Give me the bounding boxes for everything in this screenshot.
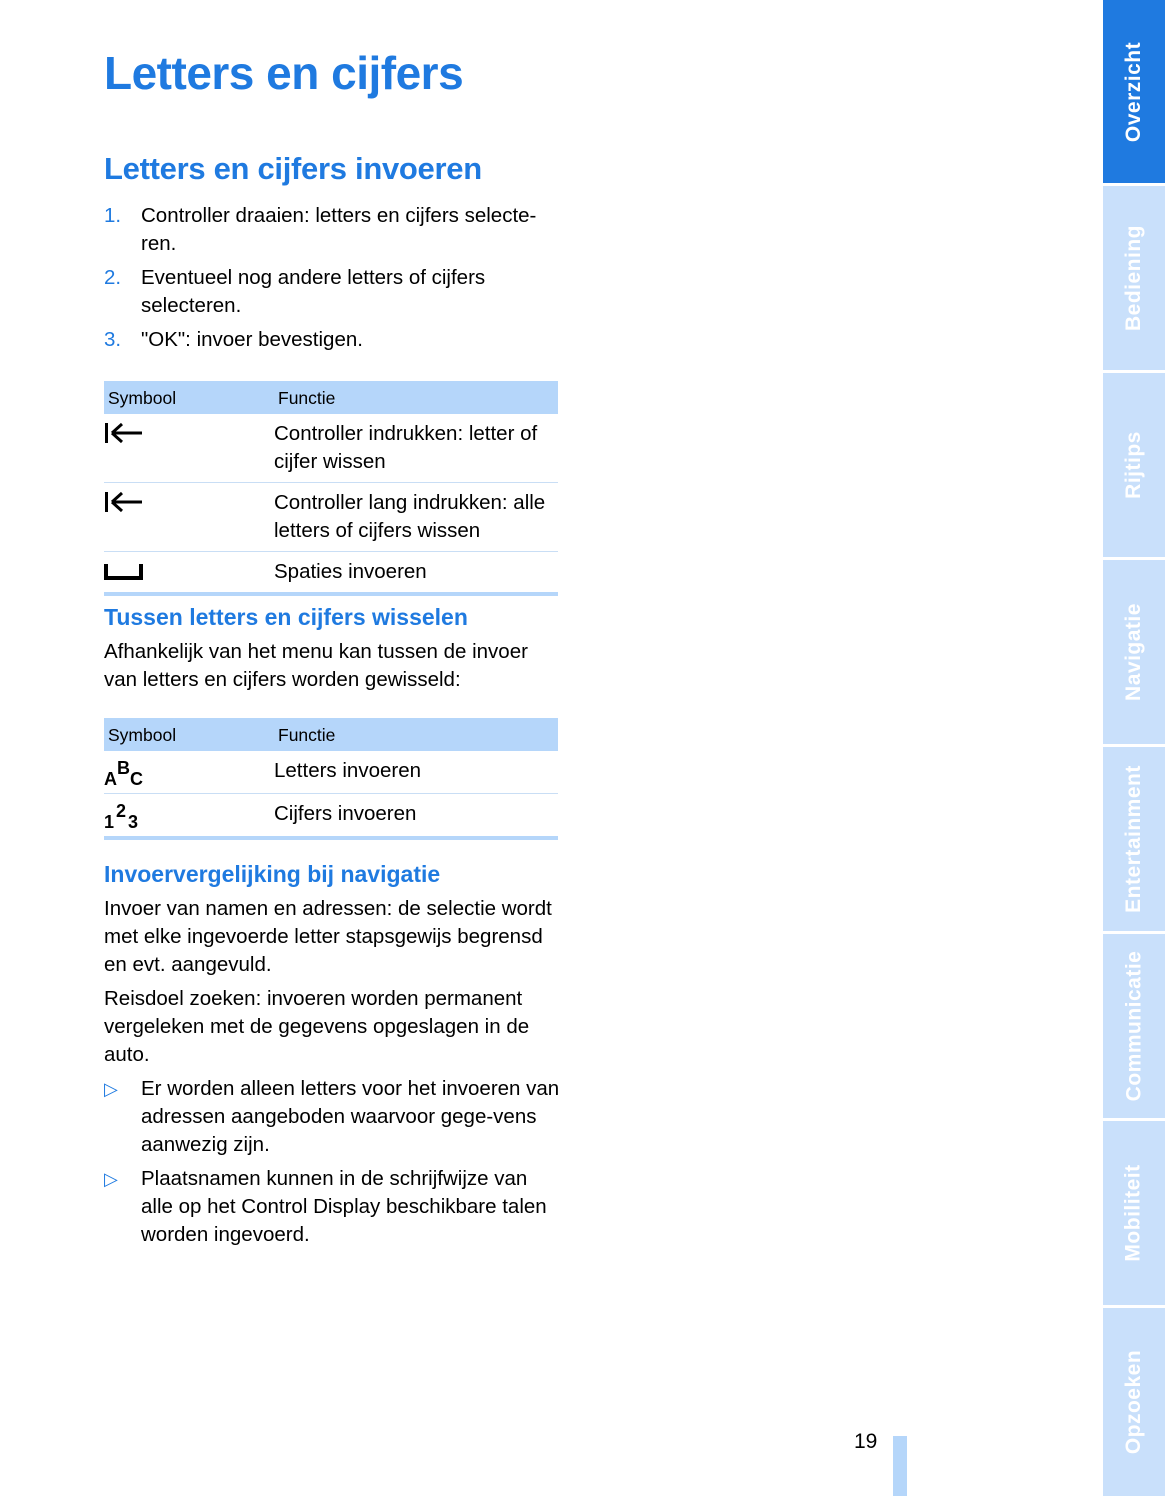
row-function-text: Controller lang indrukken: alle letters of cijfers wissen: [274, 483, 558, 552]
svg-text:2: 2: [116, 801, 127, 821]
svg-text:3: 3: [128, 812, 139, 830]
page-marker-bar: [893, 1436, 907, 1496]
tab-mobiliteit[interactable]: [1103, 1121, 1165, 1305]
row-function-text: Cijfers invoeren: [274, 794, 558, 839]
tab-rijtips[interactable]: [1103, 373, 1165, 557]
step-number: 1.: [104, 204, 122, 227]
symbol-table-delete: [104, 381, 558, 596]
tab-opzoeken[interactable]: [1103, 1308, 1165, 1496]
bullet-text: Plaatsnamen kunnen in de schrijfwijze van alle op het Control Display beschikbare talen worden ingevoerd.: [141, 1167, 547, 1246]
triangle-bullet-icon: ▷: [104, 1079, 118, 1099]
tab-label: Bediening: [1122, 224, 1146, 332]
header-function: Functie: [274, 381, 558, 414]
step-text: "OK": invoer bevestigen.: [141, 328, 363, 351]
tab-label: Opzoeken: [1122, 1349, 1146, 1455]
page-title: Letters en cijfers: [104, 47, 464, 99]
switch-section-title: Tussen letters en cijfers wisselen: [104, 604, 468, 630]
tab-label: Entertainment: [1122, 765, 1145, 913]
header-symbol: Symbool: [104, 718, 274, 751]
nav-para-1: Invoer van namen en adressen: de selectie wordt met elke ingevoerde letter stapsgewijs begrensd en evt. aangevuld.: [104, 897, 552, 976]
tab-label: Communicatie: [1122, 950, 1146, 1102]
step-text: Eventueel nog andere letters of cijfers selecteren.: [141, 266, 486, 317]
tab-label: Navigatie: [1122, 603, 1145, 701]
tab-label: Mobiliteit: [1122, 1164, 1145, 1262]
tab-label: Overzicht: [1122, 41, 1146, 142]
svg-text:1: 1: [104, 812, 115, 830]
bullet-text: Er worden alleen letters voor het invoeren van adressen aangeboden waarvoor gege-vens aanwezig zijn.: [141, 1077, 560, 1156]
step-item: [104, 202, 564, 258]
row-function-text: Spaties invoeren: [274, 552, 558, 595]
steps-list: [104, 202, 564, 360]
123-icon: [104, 800, 274, 830]
table-header-row: [104, 718, 558, 751]
switch-section-text: Afhankelijk van het menu kan tussen de invoer van letters en cijfers worden gewisseld:: [104, 640, 528, 691]
tab-bediening[interactable]: [1103, 186, 1165, 370]
page-number: 19: [854, 1430, 878, 1453]
tab-entertainment[interactable]: [1103, 747, 1165, 931]
tab-navigatie[interactable]: [1103, 560, 1165, 744]
header-symbol: Symbool: [104, 381, 274, 414]
row-function-text: Controller indrukken: letter of cijfer wissen: [274, 414, 558, 483]
svg-text:B: B: [117, 758, 130, 778]
row-function-text: Letters invoeren: [274, 751, 558, 794]
step-number: 3.: [104, 328, 122, 351]
triangle-bullet-icon: ▷: [104, 1169, 118, 1189]
svg-text:A: A: [104, 769, 117, 787]
nav-para-2: Reisdoel zoeken: invoeren worden permanent vergeleken met de gegevens opgeslagen in de auto.: [104, 987, 530, 1066]
step-text: Controller draaien: letters en cijfers selecte-ren.: [141, 204, 537, 255]
step-item: [104, 326, 564, 354]
table-row: [104, 794, 558, 839]
backspace-icon: [104, 420, 274, 446]
table-row: [104, 483, 558, 552]
space-icon: [104, 558, 274, 582]
abc-icon: [104, 757, 274, 787]
table-row: [104, 414, 558, 483]
table-header-row: [104, 381, 558, 414]
nav-section-title: Invoervergelijking bij navigatie: [104, 861, 441, 887]
table-row: [104, 552, 558, 595]
header-function: Functie: [274, 718, 558, 751]
section-title: Letters en cijfers invoeren: [104, 151, 482, 186]
symbol-table-switch: [104, 718, 558, 840]
step-number: 2.: [104, 266, 122, 289]
backspace-icon: [104, 489, 274, 515]
chapter-tabs: [1103, 0, 1165, 1496]
step-item: [104, 264, 564, 320]
svg-text:C: C: [130, 769, 143, 787]
tab-label: Rijtips: [1122, 431, 1146, 499]
tab-communicatie[interactable]: [1103, 934, 1165, 1118]
list-item: [104, 1075, 564, 1159]
tab-overzicht[interactable]: [1103, 0, 1165, 183]
list-item: [104, 1165, 564, 1249]
table-row: [104, 751, 558, 794]
